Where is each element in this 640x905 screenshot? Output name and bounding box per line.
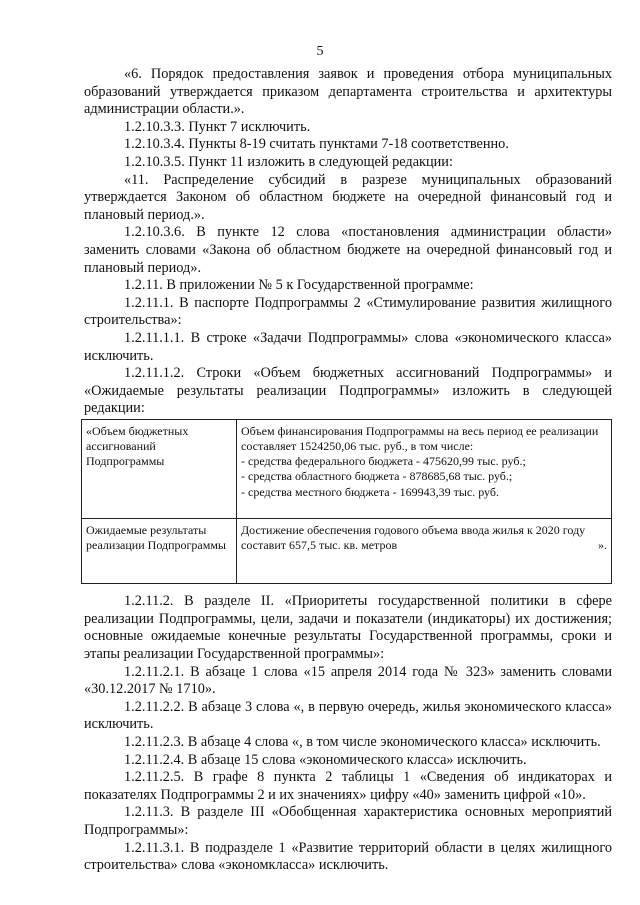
table-cell-label: «Объем бюджетных ассигнований Подпрограммы [82,419,237,518]
cell-line: Объем финансирования Подпрограммы на весь период ее реализации составляет 1524250,06 тыс. руб., в том числе: [241,423,599,454]
cell-spacer [241,553,607,579]
paragraph: 1.2.10.3.6. В пункте 12 слова «постановления администрации области» заменить словами «Закона об областном бюджете на очередной финансовый год и плановый период». [84,224,612,276]
paragraph: 1.2.11.2.4. В абзаце 15 слова «экономического класса» исключить. [124,751,527,768]
paragraph: 1.2.11.2.2. В абзаце 3 слова «, в первую очередь, жилья экономического класса» исключить. [84,698,612,733]
paragraph: 1.2.11. В приложении № 5 к Государственной программе: [124,277,474,294]
closing-quote: ». [598,538,607,553]
cell-line: - средства федерального бюджета - 475620,99 тыс. руб.; [241,454,526,469]
table-cell-value [237,419,612,518]
paragraph: 1.2.10.3.3. Пункт 7 исключить. [124,118,311,135]
paragraph: 1.2.10.3.4. Пункты 8-19 считать пунктами 7-18 соответственно. [124,136,509,153]
cell-spacer [241,500,607,514]
paragraph: 1.2.11.3. В разделе III «Обобщенная характеристика основных мероприятий Подпрограммы»: [84,804,612,839]
cell-text: Достижение обеспечения годового объема ввода жилья к 2020 году составит 657,5 тыс. кв. метров [241,522,586,553]
paragraph: 1.2.11.3.1. В подразделе 1 «Развитие территорий области в целях жилищного строительства» слова «экономкласса» исключить. [84,839,612,874]
paragraph: 1.2.11.2.3. В абзаце 4 слова «, в том числе экономического класса» исключить. [124,734,601,751]
table-row [82,419,612,518]
cell-line [241,523,607,553]
paragraph: «6. Порядок предоставления заявок и проведения отбора муниципальных образований утверждается приказом департамента строительства и архитектуры администрации области.». [84,66,612,118]
cell-line: - средства областного бюджета - 878685,68 тыс. руб.; [241,469,513,484]
passport-table [81,419,612,584]
paragraph: «11. Распределение субсидий в разрезе муниципальных образований утверждается Законом об областном бюджете на очередной финансовый год и плановый период.». [84,171,612,223]
paragraph: 1.2.11.2.1. В абзаце 1 слова «15 апреля 2014 года № 323» заменить словами «30.12.2017 № 1710». [84,663,612,698]
table-row [82,518,612,583]
paragraph: 1.2.11.1.1. В строке «Задачи Подпрограммы» слова «экономического класса» исключить. [84,329,612,364]
paragraph: 1.2.11.1. В паспорте Подпрограммы 2 «Стимулирование развития жилищного строительства»: [84,294,612,329]
paragraph: 1.2.10.3.5. Пункт 11 изложить в следующей редакции: [124,153,453,170]
paragraph: 1.2.11.2.5. В графе 8 пункта 2 таблицы 1 «Сведения об индикаторах и показателях Подпрограммы 2 и их значениях» цифру «40» заменить цифрой «10». [84,769,612,803]
closing-spacer [397,538,403,552]
page-number: 5 [316,44,324,59]
table-cell-value [237,518,612,583]
paragraph: 1.2.11.2. В разделе II. «Приоритеты государственной политики в сфере реализации Подпрограммы, цели, задачи и показатели (индикаторы) их достижения; основные ожидаемые конечные результаты Государственной программы, сроки и этапы реализации Государственной программы»: [84,593,612,663]
cell-line: - средства местного бюджета - 169943,39 тыс. руб. [241,484,499,499]
document-body [84,66,612,875]
paragraph: 1.2.11.1.2. Строки «Объем бюджетных ассигнований Подпрограммы» и «Ожидаемые результаты реализации Подпрограммы» изложить в следующей редакции: [84,365,612,417]
table-cell-label: Ожидаемые результаты реализации Подпрограммы [82,518,237,583]
